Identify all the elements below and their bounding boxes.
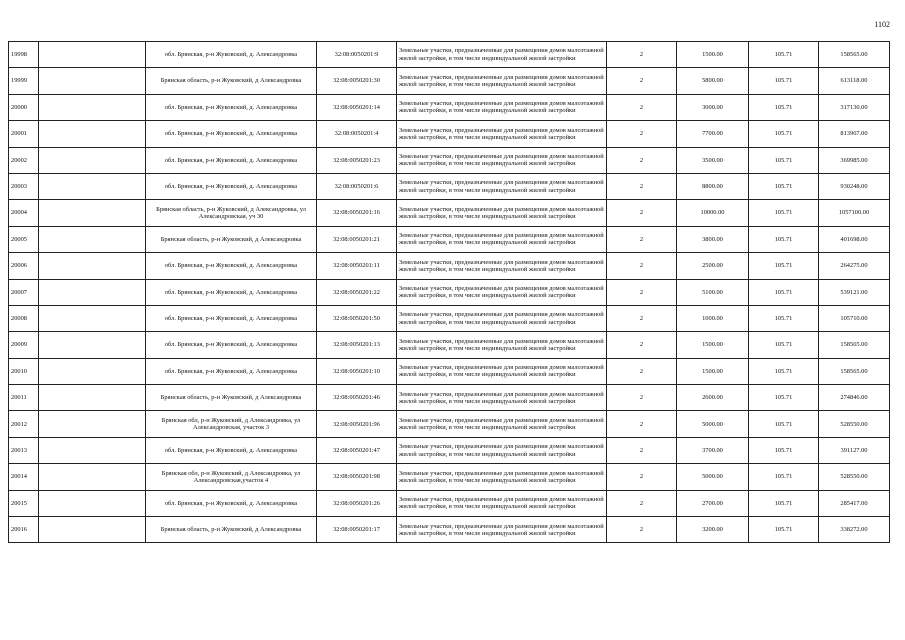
- area-cell: 2700.00: [677, 490, 749, 516]
- category-cell: 2: [607, 253, 677, 279]
- row-number-cell: 20016: [9, 517, 39, 543]
- spacer-cell: [39, 68, 146, 94]
- row-number-cell: 20008: [9, 305, 39, 331]
- address-cell: обл. Брянская, р-н Жуковский, д. Александровка: [146, 94, 317, 120]
- area-cell: 2600.00: [677, 385, 749, 411]
- row-number-cell: 20002: [9, 147, 39, 173]
- spacer-cell: [39, 226, 146, 252]
- table-row: [9, 385, 890, 411]
- specific-value-cell: 105.71: [749, 226, 819, 252]
- land-use-description-cell: Земельные участки, предназначенные для размещения домов малоэтажной жилой застройки, в том числе индивидуальной жилой застройки: [397, 385, 607, 411]
- row-number-cell: 20012: [9, 411, 39, 437]
- specific-value-cell: 105.71: [749, 358, 819, 384]
- table-row: [9, 464, 890, 490]
- area-cell: 7700.00: [677, 121, 749, 147]
- category-cell: 2: [607, 173, 677, 199]
- spacer-cell: [39, 42, 146, 68]
- address-cell: Брянская область, р-н Жуковский, д Александровка: [146, 385, 317, 411]
- cadastral-value-cell: 401698.00: [819, 226, 890, 252]
- category-cell: 2: [607, 94, 677, 120]
- row-number-cell: 19999: [9, 68, 39, 94]
- land-use-description-cell: Земельные участки, предназначенные для размещения домов малоэтажной жилой застройки, в том числе индивидуальной жилой застройки: [397, 279, 607, 305]
- area-cell: 5000.00: [677, 464, 749, 490]
- area-cell: 1500.00: [677, 358, 749, 384]
- specific-value-cell: 105.71: [749, 121, 819, 147]
- cadastral-number-cell: 32:08:0050201:46: [317, 385, 397, 411]
- cadastral-value-cell: 391127.00: [819, 437, 890, 463]
- cadastral-value-cell: 317130.00: [819, 94, 890, 120]
- address-cell: обл. Брянская, р-н Жуковский, д. Александровка: [146, 305, 317, 331]
- cadastral-value-cell: 528550.00: [819, 464, 890, 490]
- category-cell: 2: [607, 226, 677, 252]
- area-cell: 3700.00: [677, 437, 749, 463]
- spacer-cell: [39, 94, 146, 120]
- category-cell: 2: [607, 437, 677, 463]
- category-cell: 2: [607, 358, 677, 384]
- cadastral-value-cell: 105710.00: [819, 305, 890, 331]
- row-number-cell: 20014: [9, 464, 39, 490]
- page-number: 1102: [874, 20, 890, 29]
- area-cell: 5100.00: [677, 279, 749, 305]
- cadastral-number-cell: 32:08:0050201:14: [317, 94, 397, 120]
- cadastral-number-cell: 32:08:0050201:10: [317, 358, 397, 384]
- cadastral-value-cell: 813967.00: [819, 121, 890, 147]
- area-cell: 3500.00: [677, 147, 749, 173]
- land-registry-table: [8, 41, 890, 543]
- address-cell: обл. Брянская, р-н Жуковский, д. Александровка: [146, 173, 317, 199]
- cadastral-number-cell: 32:08:0050201:98: [317, 464, 397, 490]
- land-use-description-cell: Земельные участки, предназначенные для размещения домов малоэтажной жилой застройки, в том числе индивидуальной жилой застройки: [397, 226, 607, 252]
- land-use-description-cell: Земельные участки, предназначенные для размещения домов малоэтажной жилой застройки, в том числе индивидуальной жилой застройки: [397, 517, 607, 543]
- table-row: [9, 305, 890, 331]
- area-cell: 5800.00: [677, 68, 749, 94]
- address-cell: обл. Брянская, р-н Жуковский, д. Александровка: [146, 358, 317, 384]
- address-cell: Брянская область, р-н Жуковский, д Александровка: [146, 517, 317, 543]
- area-cell: 1000.00: [677, 305, 749, 331]
- cadastral-value-cell: 528550.00: [819, 411, 890, 437]
- specific-value-cell: 105.71: [749, 94, 819, 120]
- specific-value-cell: 105.71: [749, 42, 819, 68]
- specific-value-cell: 105.71: [749, 305, 819, 331]
- table-row: [9, 437, 890, 463]
- table-row: [9, 200, 890, 226]
- row-number-cell: 20001: [9, 121, 39, 147]
- category-cell: 2: [607, 200, 677, 226]
- land-use-description-cell: Земельные участки, предназначенные для размещения домов малоэтажной жилой застройки, в том числе индивидуальной жилой застройки: [397, 411, 607, 437]
- category-cell: 2: [607, 411, 677, 437]
- spacer-cell: [39, 464, 146, 490]
- cadastral-value-cell: 264275.00: [819, 253, 890, 279]
- cadastral-number-cell: 32:08:0050201:11: [317, 253, 397, 279]
- address-cell: обл. Брянская, р-н Жуковский, д. Александровка: [146, 279, 317, 305]
- area-cell: 1500.00: [677, 332, 749, 358]
- table-row: [9, 517, 890, 543]
- table-row: [9, 253, 890, 279]
- area-cell: 10000.00: [677, 200, 749, 226]
- cadastral-value-cell: 274846.00: [819, 385, 890, 411]
- area-cell: 8800.00: [677, 173, 749, 199]
- table-row: [9, 490, 890, 516]
- spacer-cell: [39, 147, 146, 173]
- spacer-cell: [39, 305, 146, 331]
- table-row: [9, 147, 890, 173]
- cadastral-value-cell: 285417.00: [819, 490, 890, 516]
- address-cell: обл. Брянская, р-н Жуковский, д. Александровка: [146, 147, 317, 173]
- category-cell: 2: [607, 68, 677, 94]
- row-number-cell: 20010: [9, 358, 39, 384]
- row-number-cell: 20009: [9, 332, 39, 358]
- category-cell: 2: [607, 517, 677, 543]
- area-cell: 5000.00: [677, 411, 749, 437]
- address-cell: обл. Брянская, р-н Жуковский, д. Александровка: [146, 490, 317, 516]
- land-use-description-cell: Земельные участки, предназначенные для размещения домов малоэтажной жилой застройки, в том числе индивидуальной жилой застройки: [397, 437, 607, 463]
- specific-value-cell: 105.71: [749, 385, 819, 411]
- specific-value-cell: 105.71: [749, 253, 819, 279]
- cadastral-value-cell: 158565.00: [819, 42, 890, 68]
- specific-value-cell: 105.71: [749, 437, 819, 463]
- specific-value-cell: 105.71: [749, 68, 819, 94]
- land-use-description-cell: Земельные участки, предназначенные для размещения домов малоэтажной жилой застройки, в том числе индивидуальной жилой застройки: [397, 490, 607, 516]
- row-number-cell: 20003: [9, 173, 39, 199]
- land-use-description-cell: Земельные участки, предназначенные для размещения домов малоэтажной жилой застройки, в том числе индивидуальной жилой застройки: [397, 94, 607, 120]
- land-use-description-cell: Земельные участки, предназначенные для размещения домов малоэтажной жилой застройки, в том числе индивидуальной жилой застройки: [397, 305, 607, 331]
- area-cell: 2500.00: [677, 253, 749, 279]
- row-number-cell: 20005: [9, 226, 39, 252]
- spacer-cell: [39, 411, 146, 437]
- address-cell: обл. Брянская, р-н Жуковский, д. Александровка: [146, 42, 317, 68]
- address-cell: обл. Брянская, р-н Жуковский, д. Александровка: [146, 253, 317, 279]
- land-use-description-cell: Земельные участки, предназначенные для размещения домов малоэтажной жилой застройки, в том числе индивидуальной жилой застройки: [397, 253, 607, 279]
- spacer-cell: [39, 517, 146, 543]
- table-body: [9, 42, 890, 543]
- cadastral-value-cell: 613118.00: [819, 68, 890, 94]
- category-cell: 2: [607, 121, 677, 147]
- row-number-cell: 20000: [9, 94, 39, 120]
- specific-value-cell: 105.71: [749, 147, 819, 173]
- land-use-description-cell: Земельные участки, предназначенные для размещения домов малоэтажной жилой застройки, в том числе индивидуальной жилой застройки: [397, 200, 607, 226]
- spacer-cell: [39, 437, 146, 463]
- spacer-cell: [39, 173, 146, 199]
- cadastral-value-cell: 1057100.00: [819, 200, 890, 226]
- cadastral-number-cell: 32:08:0050201:26: [317, 490, 397, 516]
- address-cell: Брянская область, р-н Жуковский, д Александровка: [146, 226, 317, 252]
- land-use-description-cell: Земельные участки, предназначенные для размещения домов малоэтажной жилой застройки, в том числе индивидуальной жилой застройки: [397, 464, 607, 490]
- land-use-description-cell: Земельные участки, предназначенные для размещения домов малоэтажной жилой застройки, в том числе индивидуальной жилой застройки: [397, 332, 607, 358]
- cadastral-number-cell: 32:08:0050201:16: [317, 200, 397, 226]
- table-row: [9, 68, 890, 94]
- address-cell: Брянская область, р-н Жуковский, д Александровка, ул Александровская, уч 30: [146, 200, 317, 226]
- category-cell: 2: [607, 464, 677, 490]
- cadastral-value-cell: 369985.00: [819, 147, 890, 173]
- cadastral-value-cell: 158565.00: [819, 358, 890, 384]
- category-cell: 2: [607, 279, 677, 305]
- table-row: [9, 332, 890, 358]
- address-cell: обл. Брянская, р-н Жуковский, д. Александровка: [146, 437, 317, 463]
- table-row: [9, 411, 890, 437]
- row-number-cell: 20006: [9, 253, 39, 279]
- category-cell: 2: [607, 147, 677, 173]
- table-row: [9, 173, 890, 199]
- area-cell: 3000.00: [677, 94, 749, 120]
- spacer-cell: [39, 253, 146, 279]
- table-row: [9, 121, 890, 147]
- table-row: [9, 94, 890, 120]
- address-cell: Брянская обл, р-н Жуковский, д Александровка, ул Александровская, участок 3: [146, 411, 317, 437]
- row-number-cell: 19998: [9, 42, 39, 68]
- category-cell: 2: [607, 385, 677, 411]
- cadastral-number-cell: 32:08:0050201:22: [317, 279, 397, 305]
- table-row: [9, 226, 890, 252]
- land-use-description-cell: Земельные участки, предназначенные для размещения домов малоэтажной жилой застройки, в том числе индивидуальной жилой застройки: [397, 358, 607, 384]
- specific-value-cell: 105.71: [749, 490, 819, 516]
- cadastral-value-cell: 930248.00: [819, 173, 890, 199]
- cadastral-number-cell: 32:08:0050201:30: [317, 68, 397, 94]
- area-cell: 3800.00: [677, 226, 749, 252]
- spacer-cell: [39, 332, 146, 358]
- land-use-description-cell: Земельные участки, предназначенные для размещения домов малоэтажной жилой застройки, в том числе индивидуальной жилой застройки: [397, 42, 607, 68]
- spacer-cell: [39, 490, 146, 516]
- table-row: [9, 358, 890, 384]
- cadastral-value-cell: 158565.00: [819, 332, 890, 358]
- cadastral-number-cell: 32:08:0050201:9: [317, 42, 397, 68]
- category-cell: 2: [607, 305, 677, 331]
- spacer-cell: [39, 121, 146, 147]
- cadastral-number-cell: 32:08:0050201:96: [317, 411, 397, 437]
- land-use-description-cell: Земельные участки, предназначенные для размещения домов малоэтажной жилой застройки, в том числе индивидуальной жилой застройки: [397, 121, 607, 147]
- land-use-description-cell: Земельные участки, предназначенные для размещения домов малоэтажной жилой застройки, в том числе индивидуальной жилой застройки: [397, 147, 607, 173]
- row-number-cell: 20013: [9, 437, 39, 463]
- cadastral-number-cell: 32:08:0050201:23: [317, 147, 397, 173]
- specific-value-cell: 105.71: [749, 517, 819, 543]
- category-cell: 2: [607, 42, 677, 68]
- cadastral-value-cell: 338272.00: [819, 517, 890, 543]
- address-cell: обл. Брянская, р-н Жуковский, д. Александровка: [146, 332, 317, 358]
- specific-value-cell: 105.71: [749, 279, 819, 305]
- cadastral-value-cell: 539121.00: [819, 279, 890, 305]
- category-cell: 2: [607, 332, 677, 358]
- cadastral-number-cell: 32:08:0050201:4: [317, 121, 397, 147]
- cadastral-number-cell: 32:08:0050201:50: [317, 305, 397, 331]
- address-cell: Брянская область, р-н Жуковский, д Александровка: [146, 68, 317, 94]
- specific-value-cell: 105.71: [749, 411, 819, 437]
- spacer-cell: [39, 200, 146, 226]
- specific-value-cell: 105.71: [749, 332, 819, 358]
- table-row: [9, 42, 890, 68]
- cadastral-number-cell: 32:08:0050201:21: [317, 226, 397, 252]
- cadastral-number-cell: 32:08:0050201:13: [317, 332, 397, 358]
- row-number-cell: 20015: [9, 490, 39, 516]
- category-cell: 2: [607, 490, 677, 516]
- spacer-cell: [39, 358, 146, 384]
- spacer-cell: [39, 385, 146, 411]
- area-cell: 1500.00: [677, 42, 749, 68]
- cadastral-number-cell: 32:08:0050201:47: [317, 437, 397, 463]
- address-cell: Брянская обл, р-н Жуковский, д Александровка, ул Александровская,участок 4: [146, 464, 317, 490]
- cadastral-number-cell: 32:08:0050201:6: [317, 173, 397, 199]
- cadastral-number-cell: 32:08:0050201:17: [317, 517, 397, 543]
- area-cell: 3200.00: [677, 517, 749, 543]
- land-use-description-cell: Земельные участки, предназначенные для размещения домов малоэтажной жилой застройки, в том числе индивидуальной жилой застройки: [397, 68, 607, 94]
- land-use-description-cell: Земельные участки, предназначенные для размещения домов малоэтажной жилой застройки, в том числе индивидуальной жилой застройки: [397, 173, 607, 199]
- table-row: [9, 279, 890, 305]
- row-number-cell: 20011: [9, 385, 39, 411]
- address-cell: обл. Брянская, р-н Жуковский, д. Александровка: [146, 121, 317, 147]
- spacer-cell: [39, 279, 146, 305]
- specific-value-cell: 105.71: [749, 173, 819, 199]
- row-number-cell: 20007: [9, 279, 39, 305]
- row-number-cell: 20004: [9, 200, 39, 226]
- specific-value-cell: 105.71: [749, 200, 819, 226]
- specific-value-cell: 105.71: [749, 464, 819, 490]
